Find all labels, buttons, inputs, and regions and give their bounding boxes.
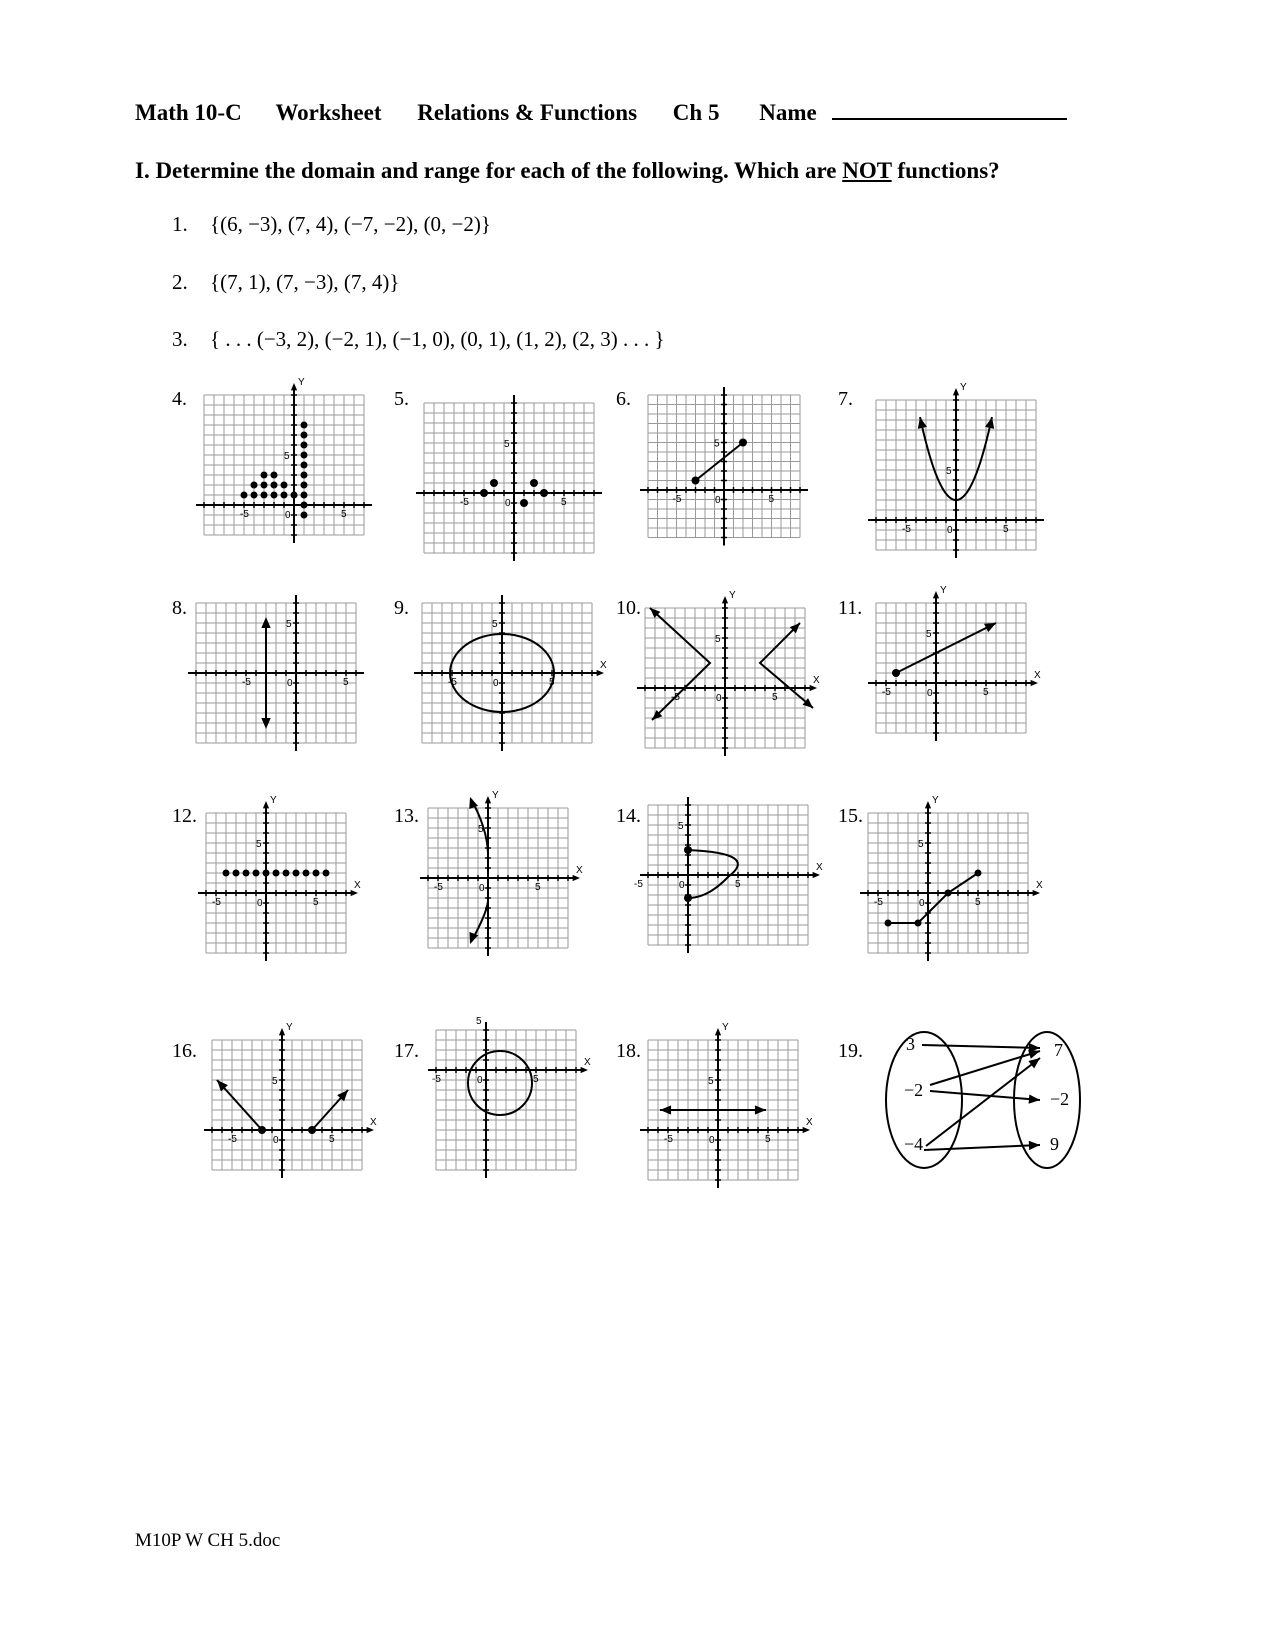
y-axis-label: Y [960,382,967,393]
tick-label: 5 [533,1074,539,1085]
data-point [301,502,308,509]
arrowhead [1028,1050,1040,1059]
tick-label: 5 [678,821,684,832]
data-point [251,482,258,489]
instruction-prefix: I. Determine the domain and range for each of the following. Which are [135,158,843,183]
tick-label: 5 [286,619,292,630]
set-item [172,327,665,352]
coordinate-grid [640,387,808,546]
arrowhead [722,596,728,603]
graph-number: 14. [616,805,641,827]
tick-label: -5 [432,1074,441,1085]
tick-label: 5 [341,509,347,520]
origin-label: 0 [285,510,291,521]
origin-label: 0 [493,678,499,689]
left-branch [650,608,710,720]
tick-label: 5 [492,619,498,630]
x-axis-label: X [1034,670,1041,681]
set-text: { . . . (−3, 2), (−2, 1), (−1, 0), (0, 1), (1, 2), (2, 3) . . . } [210,327,665,351]
data-point [293,870,300,877]
x-axis-label: X [816,862,823,873]
data-point [301,432,308,439]
graph-number: 15. [838,805,863,827]
course-label: Math 10-C [135,100,242,125]
tick-label: -5 [634,879,643,890]
data-point [261,472,268,479]
graph-number: 7. [838,388,853,410]
instruction-emphasis: NOT [842,158,892,183]
graph-number: 10. [616,597,641,619]
data-point [520,499,528,507]
origin-label: 0 [287,678,293,689]
graph-number: 4. [172,388,187,410]
x-axis-label: X [370,1117,377,1128]
graph-8 [196,603,376,753]
y-axis-label: Y [298,377,305,388]
name-label: Name [759,100,817,125]
origin-label: 0 [709,1135,715,1146]
instruction-suffix: functions? [891,158,1000,183]
data-point [915,920,922,927]
x-axis-label: X [813,675,820,686]
graph-17 [432,1016,611,1190]
origin-label: 0 [927,688,933,699]
arrowhead [263,801,269,808]
graph-4 [196,377,376,565]
data-point [258,1126,266,1134]
data-point [301,452,308,459]
mapping-arrow [922,1045,1040,1048]
y-axis-label: Y [932,795,939,806]
data-point [490,479,498,487]
graph-18 [648,1022,828,1190]
graph-10 [640,590,830,758]
tick-label: 5 [504,439,510,450]
data-point [885,920,892,927]
data-point [313,870,320,877]
data-point [684,846,692,854]
data-point [323,870,330,877]
data-point [291,492,298,499]
graph-number: 12. [172,805,197,827]
footer-filename: M10P W CH 5.doc [135,1530,281,1551]
origin-label: 0 [257,898,263,909]
data-point [540,489,548,497]
data-point [945,890,952,897]
coordinate-grid [414,595,607,751]
worksheet-label: Worksheet [275,100,382,125]
data-point [692,477,700,485]
coordinate-grid [868,585,1041,741]
graph-13 [428,790,598,963]
data-point [241,492,248,499]
data-point [281,482,288,489]
data-point [301,482,308,489]
arrowhead [469,797,478,809]
data-point [273,870,280,877]
tick-label: -5 [874,897,883,908]
data-point [261,492,268,499]
tick-label: 5 [715,634,721,645]
graph-number: 18. [616,1040,641,1062]
set-text: {(7, 1), (7, −3), (7, 4)} [210,270,400,294]
y-axis-label: Y [286,1022,293,1033]
instruction-text [135,158,1000,184]
y-axis-label: Y [270,795,277,806]
coordinate-grid [204,1022,377,1178]
tick-label: -5 [882,687,891,698]
tick-label: 5 [765,1134,771,1145]
tick-label: 5 [476,1016,482,1027]
data-point [281,492,288,499]
set-item [172,212,491,237]
tick-label: 5 [549,677,555,688]
coordinate-grid [860,795,1043,961]
coordinate-grid [637,590,820,756]
arrowhead [755,1105,766,1114]
tick-label: -5 [460,497,469,508]
name-blank[interactable] [832,98,1067,120]
arrowhead [933,591,939,598]
tick-label: 5 [478,824,484,835]
graph-number: 19. [838,1040,863,1062]
graph-7 [868,382,1048,565]
x-axis-label: X [1036,880,1043,891]
data-point [975,870,982,877]
origin-label: 0 [477,1075,483,1086]
data-point [301,492,308,499]
arrowhead [715,1028,721,1035]
data-point [480,489,488,497]
coordinate-grid [428,1016,591,1178]
domain-value: 3 [906,1034,915,1054]
x-axis-label: X [806,1117,813,1128]
coordinate-grid [196,377,372,543]
arrowhead [485,796,491,803]
tick-label: -5 [434,882,443,893]
tick-label: 5 [735,879,741,890]
origin-label: 0 [715,495,721,506]
coordinate-grid [420,790,583,956]
set-number: 2. [172,270,188,294]
set-number: 1. [172,212,188,236]
arrowhead [279,1028,285,1035]
tick-label: 5 [918,839,924,850]
data-point [892,669,900,677]
tick-label: -5 [664,1134,673,1145]
graph-number: 17. [394,1040,419,1062]
data-point [283,870,290,877]
graph-number: 13. [394,805,419,827]
topic-label: Relations & Functions [417,100,638,125]
data-point [530,479,538,487]
tick-label: 5 [561,497,567,508]
set-item [172,270,399,295]
arrowhead [291,383,297,390]
y-axis-label: Y [729,590,736,601]
tick-label: 5 [708,1076,714,1087]
tick-label: 5 [1003,524,1009,535]
tick-label: 5 [768,494,775,505]
chapter-label: Ch 5 [672,100,720,125]
arrowhead [1028,1058,1040,1068]
x-axis-label: X [576,865,583,876]
worksheet-header [135,98,1067,126]
coordinate-grid [416,395,602,561]
origin-label: 0 [273,1135,279,1146]
origin-label: 0 [947,525,953,536]
tick-label: 5 [343,677,349,688]
mapping-arrow [926,1058,1040,1146]
graph-number: 11. [838,597,863,619]
mapping-arrow [930,1091,1040,1100]
x-axis-label: X [600,660,607,671]
x-axis-label: X [584,1057,591,1068]
arrowhead [660,1105,671,1114]
data-point [684,894,692,902]
coordinate-grid [634,797,823,953]
graph-number: 6. [616,388,631,410]
data-point [243,870,250,877]
tick-label: 5 [983,687,989,698]
tick-label: -5 [212,897,221,908]
y-axis-label: Y [492,790,499,801]
data-point [739,439,747,447]
coordinate-grid [868,382,1044,558]
origin-label: 0 [679,880,685,891]
tick-label: 5 [284,451,290,462]
tick-label: -5 [448,677,457,688]
arrowhead [925,801,931,808]
origin-label: 0 [716,693,722,704]
data-point [253,870,260,877]
set-number: 3. [172,327,188,351]
tick-label: 5 [256,839,262,850]
y-axis-label: Y [722,1022,729,1033]
data-point [301,512,308,519]
origin-label: 0 [505,498,511,509]
tick-label: -5 [672,494,682,505]
tick-label: 5 [714,438,720,450]
graph-number: 5. [394,388,409,410]
data-point [271,482,278,489]
tick-label: 5 [272,1076,278,1087]
tick-label: -5 [902,524,911,535]
domain-value: −4 [904,1134,924,1154]
x-axis-label: X [354,880,361,891]
data-point [301,472,308,479]
arrowhead [953,388,959,395]
range-value: 9 [1050,1134,1059,1154]
y-axis-label: Y [940,585,947,596]
mapping-arrow [930,1051,1040,1085]
data-point [261,482,268,489]
origin-label: 0 [479,883,485,894]
graph-number: 16. [172,1040,197,1062]
graph-14 [634,805,828,960]
tick-label: 5 [313,897,319,908]
graph-6 [648,395,818,565]
range-value: 7 [1054,1040,1063,1060]
piecewise-line [888,873,978,923]
data-point [301,422,308,429]
tick-label: 5 [535,882,541,893]
tick-label: -5 [671,692,680,703]
graph-9 [418,603,608,753]
tick-label: -5 [240,509,249,520]
data-point [301,442,308,449]
tick-label: 5 [926,629,932,640]
graph-11 [876,585,1061,743]
domain-value: −2 [904,1080,924,1100]
coordinate-grid [198,795,361,961]
graph-12 [206,795,376,958]
set-text: {(6, −3), (7, 4), (−7, −2), (0, −2)} [210,212,491,236]
data-point [308,1126,316,1134]
domain-oval [886,1032,962,1168]
data-point [271,492,278,499]
graph-5 [418,395,608,565]
mapping-diagram-19 [882,1028,1102,1173]
graph-16 [212,1022,392,1170]
graph-15 [868,795,1058,958]
graph-number: 9. [394,597,409,619]
coordinate-grid [188,595,364,751]
tick-label: 5 [329,1134,335,1145]
data-point [263,870,270,877]
coordinate-grid [640,1022,813,1188]
tick-label: 5 [946,466,952,477]
tick-label: 5 [772,692,778,703]
range-oval [1014,1032,1080,1168]
range-value: −2 [1050,1089,1070,1109]
data-point [233,870,240,877]
tick-label: -5 [242,677,251,688]
tick-label: -5 [228,1134,237,1145]
graph-number: 8. [172,597,187,619]
data-point [303,870,310,877]
data-point [223,870,230,877]
data-point [251,492,258,499]
data-point [271,472,278,479]
tick-label: 5 [975,897,981,908]
origin-label: 0 [919,898,925,909]
data-point [301,462,308,469]
arrowhead [1029,1141,1040,1150]
